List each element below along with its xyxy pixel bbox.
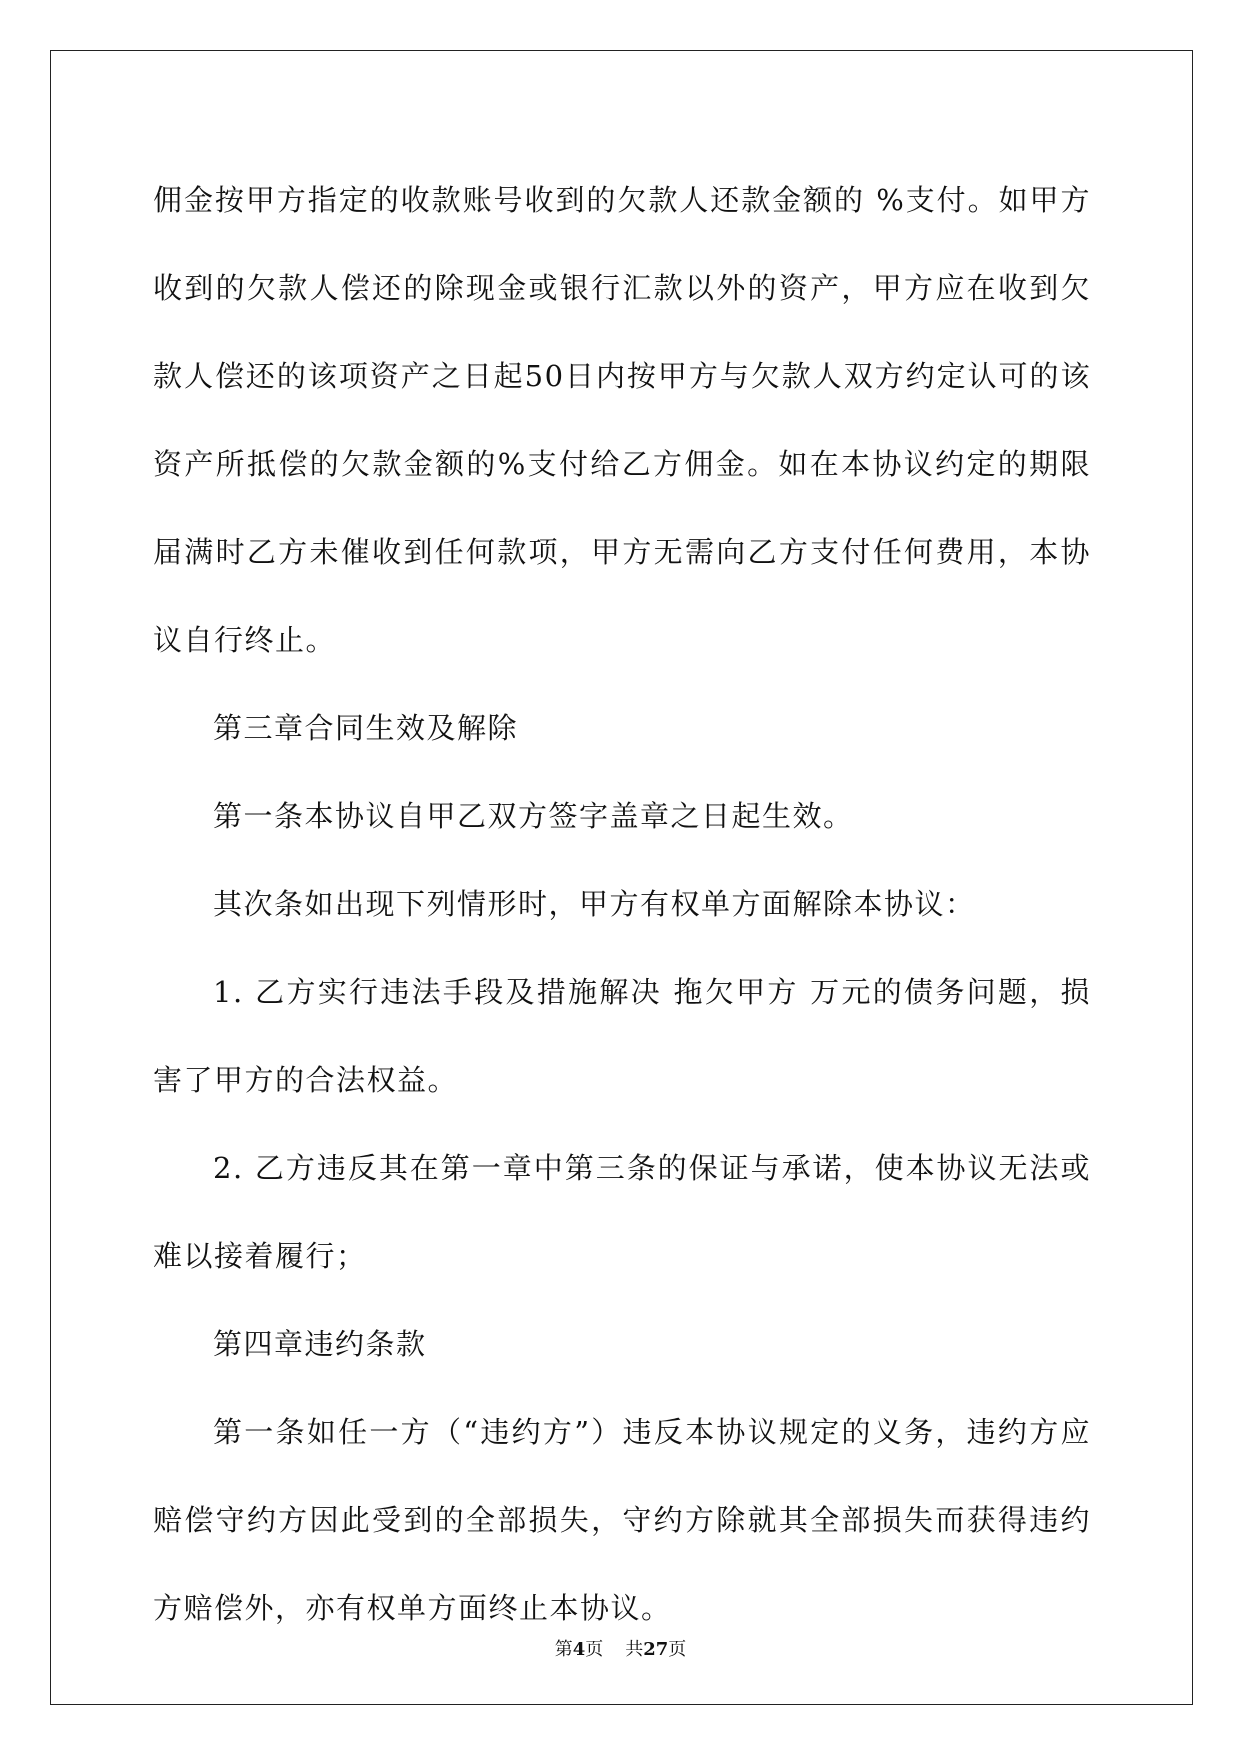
paragraph-article-2-termination: 其次条如出现下列情形时，甲方有权单方面解除本协议：	[213, 887, 976, 921]
page-number: 4	[572, 1639, 586, 1660]
paragraph-breach-article-1: 第一条如任一方（“违约方”）违反本协议规定的义务，违约方应赔偿守约方因此受到的全部损失，守约方除就其全部损失而获得违约方赔偿外，亦有权单方面终止本协议。	[153, 1415, 1091, 1625]
total-suffix: 页	[668, 1639, 687, 1660]
total-pages: 27	[643, 1639, 669, 1660]
paragraph-commission: 佣金按甲方指定的收款账号收到的欠款人还款金额的 %支付。如甲方收到的欠款人偿还的除现金或银行汇款以外的资产，甲方应在收到欠款人偿还的该项资产之日起50日内按甲方与欠款人双方约定认可的该资产所抵偿的欠款金额的%支付给乙方佣金。如在本协议约定的期限届满时乙方未催收到任何款项，甲方无需向乙方支付任何费用，本协议自行终止。	[153, 183, 1091, 657]
page-footer	[0, 1638, 1241, 1662]
document-body	[153, 156, 1091, 1652]
list-item-2: 2. 乙方违反其在第一章中第三条的保证与承诺，使本协议无法或难以接着履行；	[153, 1151, 1091, 1273]
page-suffix: 页	[585, 1639, 604, 1660]
list-item-1: 1. 乙方实行违法手段及措施解决 拖欠甲方 万元的债务问题，损害了甲方的合法权益。	[153, 975, 1091, 1097]
paragraph-article-1-effective: 第一条本协议自甲乙双方签字盖章之日起生效。	[213, 799, 854, 833]
heading-chapter-3: 第三章合同生效及解除	[213, 711, 519, 745]
page-prefix: 第	[554, 1639, 573, 1660]
total-prefix: 共	[625, 1639, 644, 1660]
heading-chapter-4: 第四章违约条款	[213, 1327, 427, 1361]
